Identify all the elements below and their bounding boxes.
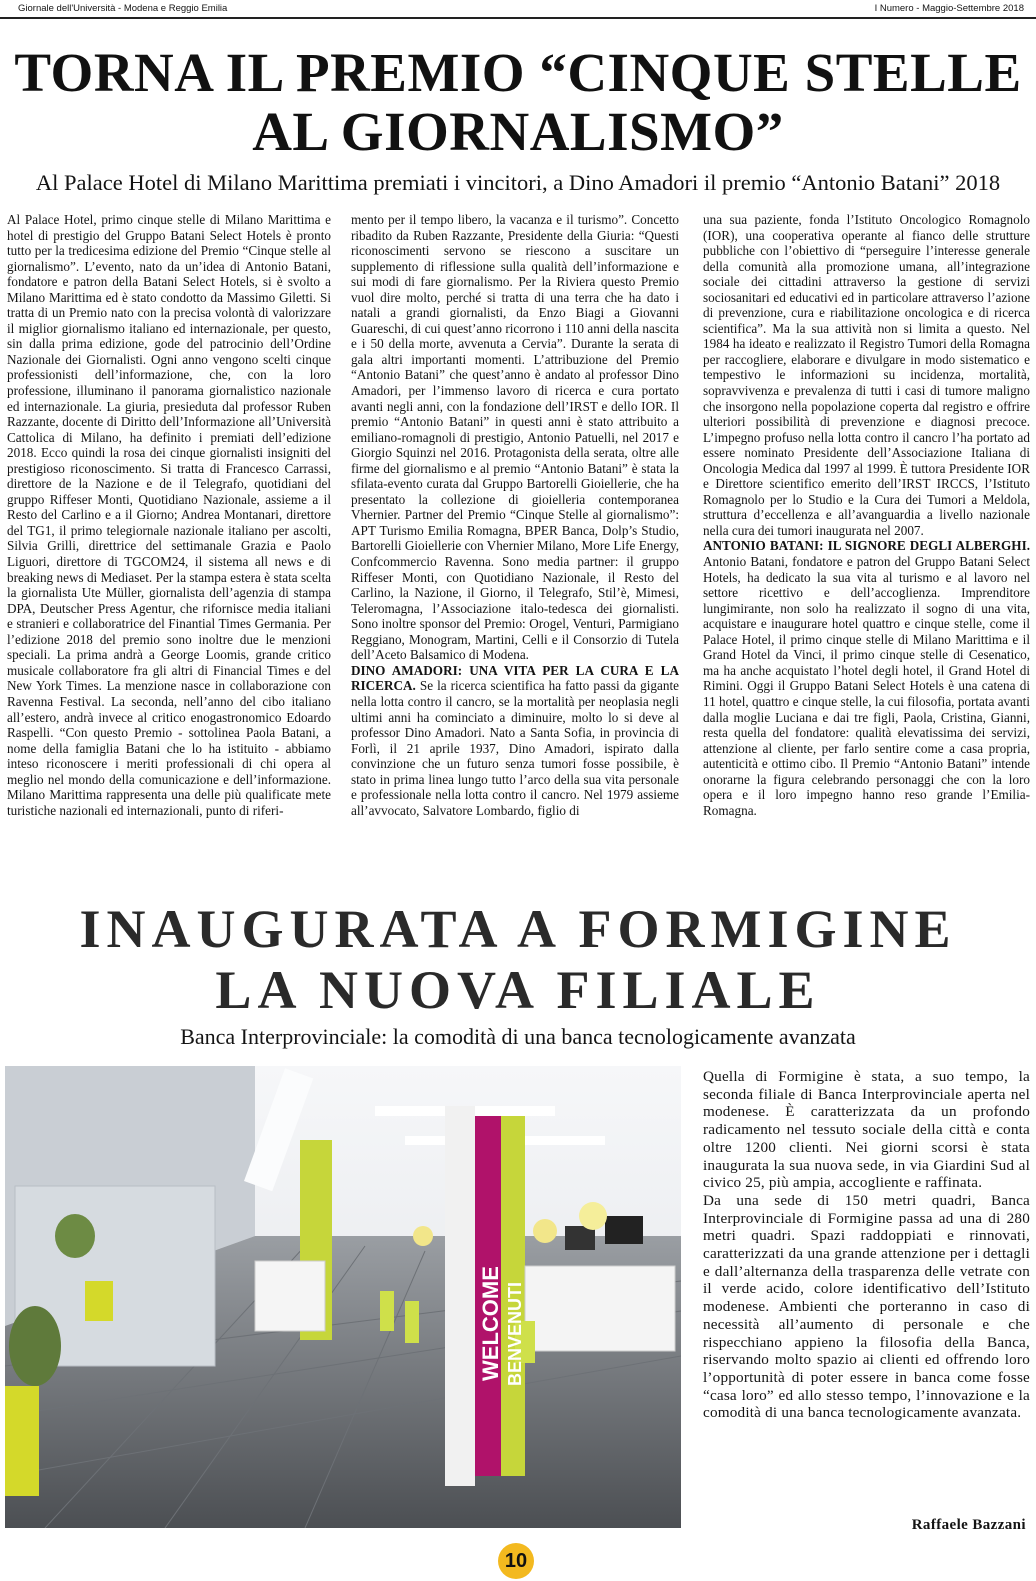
photo-benvenuti-sign: BENVENUTI [505, 1281, 525, 1386]
article1-title-line2: AL GIORNALISMO” [252, 101, 784, 162]
article1-col1-text: Al Palace Hotel, primo cinque stelle di Milano Marittima e hotel di prestigio del Gruppo Batani Select Hotels è pronto tutto per la tredicesima edizione del Premio “Cinque stelle al giornalismo”. L’evento, nato da un’idea di Antonio Batani, fondatore e patron della Batani Select Hotels, si è svolto a Milano Marittima ed è stato condotto da Massimo Giletti. Si tratta di un Premio nato con la precisa volontà di valorizzare il miglior giornalismo italiano ed internazionale, per questo, sin dalla prima edizione, gode del patrocinio dell’Ordine Nazionale dei Giornalisti. Ogni anno vengono scelti cinque professionisti dell’informazione, che, con la loro professione, illuminano il panorama giornalistico nazionale ed internazionale. La giuria, presieduta dal professor Ruben Razzante, docente di Diritto dell’Informazione all’Università Cattolica di Milano, ha definito i premiati dell’edizione 2018. Ecco quindi la rosa dei cinque giornalisti insigniti del prestigioso riconoscimento. Si tratta di Francesco Carrassi, direttore de la Nazione e de il Telegrafo, quotidiani del gruppo Riffeser Monti, Quotidiano Nazionale, assieme a il Resto del Carlino e a il Giorno; Andrea Montanari, direttore del TG1, il primo telegiornale nazionale italiano per ascolti, Silvia Grilli, direttrice del settimanale Grazia e Paolo Liguori, direttore di TGCOM24, il sistema all news e di breaking news di Mediaset. Per la stampa estera è stata scelta la giornalista Ute Müller, giornalista dell’agenzia di stampa DPA, Deutscher Press Agentur, che rifornisce media italiani e stranieri e collaboratrice del Finantial Times Germania. Per l’edizione 2018 del premio sono inoltre due le menzioni speciali. La prima andrà a George Loomis, grande critico musicale collaboratore fra gli altri di Financial Times e del New York Times. La menzione nasce in collaborazione con Ravenna Festival. La seconda, nell’anno del cibo italiano all’estero, andrà invece al critico enogastronomico Edoardo Raspelli. “Con questo Premio - sottolinea Paola Batani, a nome della famiglia Batani che lo ha istituito - abbiamo inteso riconoscere i meriti professionali di chi opera al meglio nel mondo della comunicazione e dell’informazione. Milano Marittima rappresenta una delle più qualificate mete turistiche nazionali ed internazionali, punto di riferi- [7, 212, 331, 818]
article2-title-line1: INAUGURATA A FORMIGINE [79, 899, 957, 959]
article1-col3-text-a: una sua paziente, fonda l’Istituto Oncologico Romagnolo (IOR), una cooperativa operante al fianco delle strutture pubbliche con l’obiettivo di “perseguire l’interesse generale della comunità alla promozione umana, all’integrazione sociale dei cittadini attraverso la gestione di servizi sociosanitari ed educativi ed in particolare attraverso l’azione di prevenzione, cura e riabilitazione oncologica e di ricerca scientifica”. Ma la sua attività non si limita a questo. Nel 1984 ha ideato e realizzato il Registro Tumori della Romagna per raccogliere, elaborare e divulgare in modo sistematico e tempestivo le informazioni su incidenza, mortalità, sopravvivenza e prevalenza di tutti i casi di tumore maligno che insorgono nella popolazione coperta dal registro e offrire ulteriori possibilità di prevenzione e diagnosi precoce. L’impegno profuso nella lotta contro il cancro l’ha portato ad essere nominato Presidente dell’Associazione Italiana di Oncologia Medica dal 1997 al 1999. È tuttora Presidente IOR e Direttore scientifico emerito dell’IRST IRCCS, l’Istituto Romagnolo per lo Studio e la Cura dei Tumori a Meldola, struttura d’eccellenza e all’avanguardia a livello nazionale nella cura dei tumori inaugurata nel 2007. [703, 212, 1030, 538]
page-number-badge: 10 [498, 1543, 534, 1579]
header-issue: I Numero - Maggio-Settembre 2018 [874, 3, 1024, 14]
article1-col2-text-b: Se la ricerca scientifica ha fatto passi da gigante nella lotta contro il cancro, se la mortalità per neoplasia negli ultimi anni ha cominciato a diminuire, molto lo si deve al professor Dino Amadori. Nato a Santa Sofia, in provincia di Forlì, il 21 aprile 1937, Dino Amadori, ispirato dalla convinzione che un futuro senza tumori fosse possibile, è stato in prima linea lungo tutto l’arco della sua vita personale e professionale nella lotta contro il cancro. Nel 1979 assieme all’avvocato, Salvatore Lombardo, figlio di [351, 678, 679, 818]
header-publication: Giornale dell'Università - Modena e Reggio Emilia [18, 3, 228, 14]
article1-col2-text-a: mento per il tempo libero, la vacanza e il turismo”. Concetto ribadito da Ruben Razzante, Presidente della Giuria: “Questi riconoscimenti servono se riescono a suscitare un supplemento di riflessione sulla qualità dell’informazione e sui modi di fare giornalismo. Per la Riviera questo Premio vuol dire molto, perché si tratta di una terra che ha dato i natali a grandi giornalisti, da Enzo Biagi a Giovanni Guareschi, di cui quest’anno ricorrono i 110 anni della nascita e i 50 della morte, avvenuta a Cervia”. Durante la serata di gala altri importanti momenti. L’attribuzione del Premio “Antonio Batani” che quest’anno è andato al professor Dino Amadori, per l’immenso lavoro di ricerca e cura portato avanti negli anni, con la fondazione dell’IRST e dello IOR. Il premio “Antonio Batani” in questi anni è stato attribuito a emiliano-romagnoli di prestigio, Antonio Patuelli, nel 2017 e Giorgio Squinzi nel 2016. Protagonista della serata, oltre alle firme del giornalismo e al premio “Antonio Batani” è stata la sfilata-evento curata dal Gruppo Bartorelli Gioiellerie, che ha presentato la collezione di gioielleria contemporanea Vhernier. Partner del Premio “Cinque Stelle al giornalismo”: APT Turismo Emilia Romagna, BPER Banca, Dolp’s Studio, Bartorelli Gioiellerie con Vhernier Milano, More Life Energy, Confcommercio Ravenna. Sono media partner: il gruppo Riffeser Monti, con Quotidiano Nazionale, il Resto del Carlino, la Nazione, il Giorno, il Telegrafo, Stil’è, Mimesi, Teleromagna, l’Associazione italo-tedesca dei giornalisti. Sono inoltre sponsor del Premio: Orogel, Venturi, Parmigiano Reggiano, Monogram, Martini, Celli e il Consorzio di Tutela dell’Aceto Balsamico di Modena. [351, 212, 679, 663]
article2-body [703, 1068, 1030, 1518]
section-heading-amadori: DINO AMADORI: UNA VITA PER LA CURA E LA RICERCA. [351, 662, 679, 694]
article1-column-1 [7, 212, 331, 888]
section-heading-batani: ANTONIO BATANI: IL SIGNORE DEGLI ALBERGHI. [703, 538, 1030, 554]
article1-subtitle: Al Palace Hotel di Milano Marittima premiati i vincitori, a Dino Amadori il premio “Antonio Batani” 2018 [35, 170, 1001, 195]
photo-welcome-sign: WELCOME [478, 1266, 503, 1381]
article1-column-3 [703, 212, 1030, 888]
article2-subtitle: Banca Interprovinciale: la comodità di una banca tecnologicamente avanzata [180, 1024, 856, 1049]
article2-paragraph-2: Da una sede di 150 metri quadri, Banca Interprovinciale di Formigine passa ad una di 280 metri quadri. Spazi raddoppiati e rinnovati, caratterizzati da una grande attenzione per i dettagli e dall’alternanza della trasparenza delle vetrate con il verde acido, colore identificativo dell’Istituto modenese. Ambienti che porteranno in caso di necessità all’aumento di personale e che rispecchiano appieno la filosofia della Banca, riservando molto spazio ai clienti ed offrendo loro l’opportunità di poter essere in banca come fosse “casa loro” ed allo stesso tempo, l’innovazione e la comodità di una banca tecnologicamente avanzata. [703, 1191, 1030, 1422]
article1-title-line1: TORNA IL PREMIO “CINQUE STELLE [14, 42, 1022, 103]
article1-column-2 [351, 212, 679, 888]
author-byline: Raffaele Bazzani [911, 1517, 1026, 1533]
article1-col3-text-b: Antonio Batani, fondatore e patron del Gruppo Batani Select Hotels, ha dedicato la sua vita al turismo e al lavoro nel settore ricettivo e dell’accoglienza. Imprenditore lungimirante, non solo ha realizzato il sogno di una vita, acquistare e inaugurare hotel quattro e cinque stelle, come il Palace Hotel, il primo cinque stelle di Milano Marittima e il Grand Hotel da Vinci, il primo cinque stelle di Cesenatico, ma ha anche acquistato l’hotel degli hotel, il Grand Hotel di Rimini. Oggi il Gruppo Batani Select Hotels è una catena di 11 hotel, quattro e cinque stelle, la cui filosofia, portata avanti dalla moglie Luciana e dai tre figli, Paola, Cristina, Gianni, resta quella del fondatore: qualità elevatissima dei servizi, attenzione al cliente, per farlo sentire come a casa propria, autenticità e ottimo cibo. Il Premio “Antonio Batani” intende onorarne la figura celebrando personaggi che con la loro opera e il loro impegno hanno reso grande l’Emilia-Romagna. [703, 554, 1030, 818]
article2-paragraph-1: Quella di Formigine è stata, a suo tempo, la seconda filiale di Banca Interprovinciale aperta nel modenese. È caratterizzata da un profondo radicamento nel tessuto sociale della città e conta oltre 1200 clienti. Nei giorni scorsi è stata inaugurata la sua nuova sede, in via Giardini Sud al civico 25, più ampia, accogliente e raffinata. [703, 1068, 1030, 1192]
branch-interior-photo [5, 1066, 681, 1528]
article2-title-line2: LA NUOVA FILIALE [215, 960, 821, 1020]
running-header [0, 0, 1036, 19]
